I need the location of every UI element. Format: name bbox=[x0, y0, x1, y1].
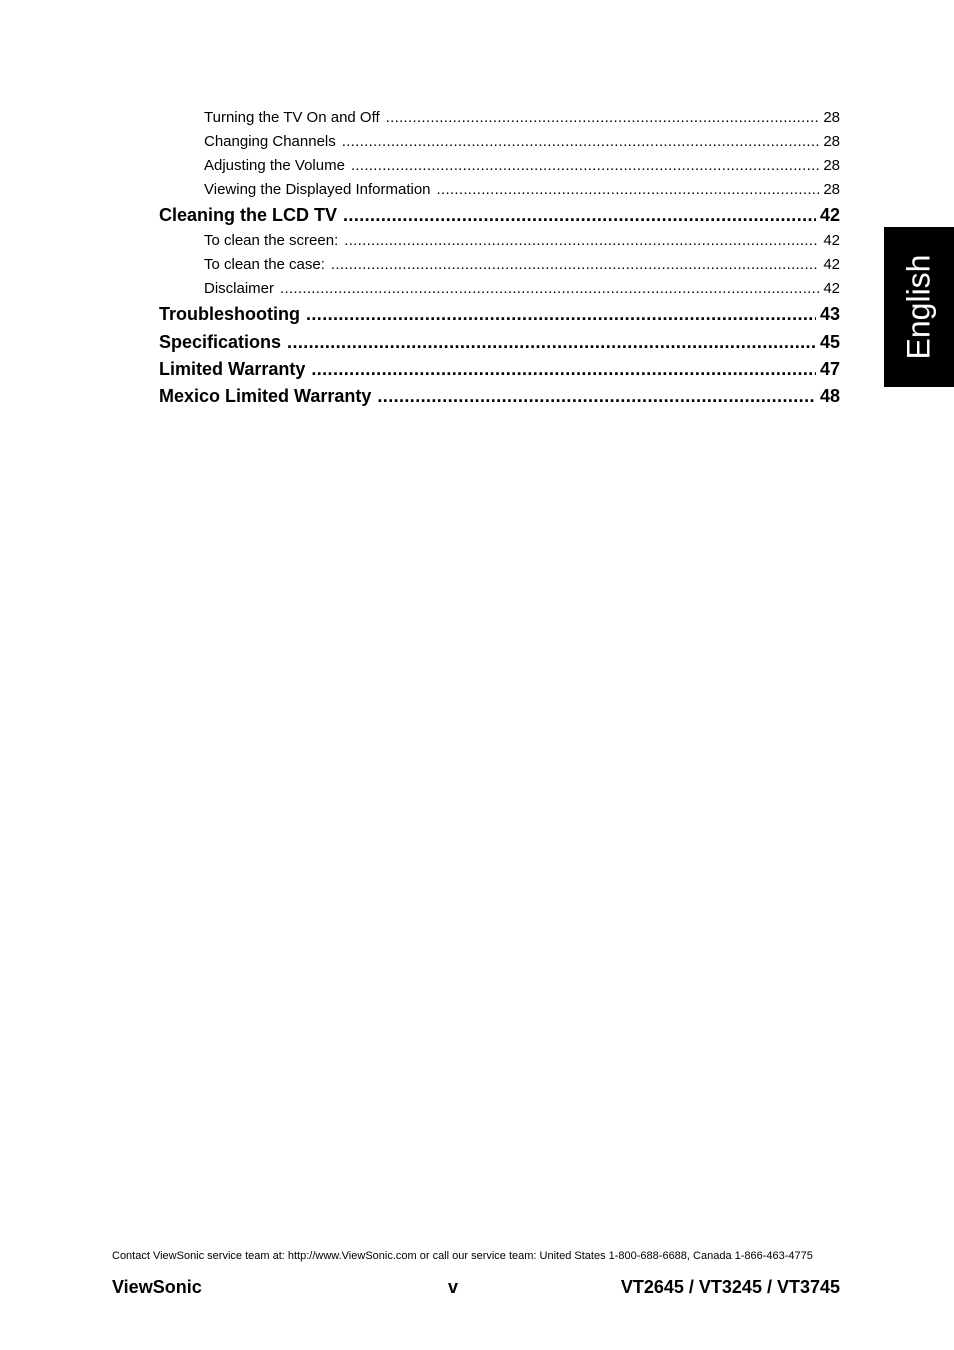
toc-entry-title: Turning the TV On and Off bbox=[204, 109, 380, 126]
toc-entry-page: 28 bbox=[823, 133, 840, 150]
toc-dot-leader bbox=[331, 255, 819, 275]
footer-brand: ViewSonic bbox=[112, 1277, 202, 1297]
toc-entry-cleaning-lcd-tv[interactable] bbox=[159, 203, 840, 227]
toc-dot-leader bbox=[386, 108, 820, 128]
toc-entry-page: 45 bbox=[819, 332, 840, 352]
toc-entry-viewing-displayed-info[interactable] bbox=[204, 180, 840, 200]
toc-entry-title: Limited Warranty bbox=[159, 359, 306, 379]
toc-entry-title: Troubleshooting bbox=[159, 304, 300, 324]
toc-dot-leader bbox=[343, 203, 816, 227]
toc-entry-title: Changing Channels bbox=[204, 133, 336, 150]
toc-dot-leader bbox=[287, 330, 816, 354]
toc-entry-troubleshooting[interactable] bbox=[159, 302, 840, 326]
toc-entry-adjusting-volume[interactable] bbox=[204, 156, 840, 176]
toc-entry-title: Viewing the Displayed Information bbox=[204, 181, 431, 198]
toc-entry-title: Mexico Limited Warranty bbox=[159, 386, 372, 406]
toc-dot-leader bbox=[342, 132, 820, 152]
toc-entry-changing-channels[interactable] bbox=[204, 132, 840, 152]
toc-entry-page: 42 bbox=[823, 256, 840, 273]
language-label: English bbox=[900, 254, 937, 360]
toc-dot-leader bbox=[377, 384, 816, 408]
toc-entry-mexico-limited-warranty[interactable] bbox=[159, 384, 840, 408]
toc-dot-leader bbox=[344, 231, 819, 251]
toc-entry-title: Disclaimer bbox=[204, 280, 275, 297]
toc-entry-limited-warranty[interactable] bbox=[159, 357, 840, 381]
footer-model-numbers: VT2645 / VT3245 / VT3745 bbox=[620, 1277, 840, 1297]
page-footer bbox=[112, 1276, 840, 1298]
toc-entry-page: 28 bbox=[823, 181, 840, 198]
toc-entry-disclaimer[interactable] bbox=[204, 279, 840, 299]
toc-entry-page: 42 bbox=[819, 205, 840, 225]
toc-entry-title: Adjusting the Volume bbox=[204, 157, 345, 174]
toc-entry-title: To clean the screen: bbox=[204, 232, 339, 249]
toc-entry-specifications[interactable] bbox=[159, 330, 840, 354]
toc-entry-page: 42 bbox=[823, 280, 840, 297]
toc-entry-page: 42 bbox=[823, 232, 840, 249]
toc-entry-page: 28 bbox=[823, 109, 840, 126]
toc-dot-leader bbox=[280, 279, 819, 299]
toc-dot-leader bbox=[311, 357, 816, 381]
toc-entry-page: 48 bbox=[819, 386, 840, 406]
toc-entry-clean-screen[interactable] bbox=[204, 231, 840, 251]
toc-dot-leader bbox=[306, 302, 816, 326]
toc-dot-leader bbox=[351, 156, 819, 176]
toc-dot-leader bbox=[437, 180, 820, 200]
footer-contact-text: Contact ViewSonic service team at: http://www.ViewSonic.com or call our service team: United States 1-800-688-6688, Canada 1-866-463-4775 bbox=[112, 1250, 813, 1262]
toc-entry-clean-case[interactable] bbox=[204, 255, 840, 275]
toc-entry-turning-tv-on-off[interactable] bbox=[204, 108, 840, 128]
toc-entry-page: 43 bbox=[819, 304, 840, 324]
toc-entry-title: Cleaning the LCD TV bbox=[159, 205, 338, 225]
toc-entry-title: Specifications bbox=[159, 332, 282, 352]
toc-entry-title: To clean the case: bbox=[204, 256, 325, 273]
toc-entry-page: 47 bbox=[819, 359, 840, 379]
toc-entry-page: 28 bbox=[823, 157, 840, 174]
language-side-tab bbox=[884, 227, 954, 387]
footer-page-number: v bbox=[448, 1277, 459, 1297]
